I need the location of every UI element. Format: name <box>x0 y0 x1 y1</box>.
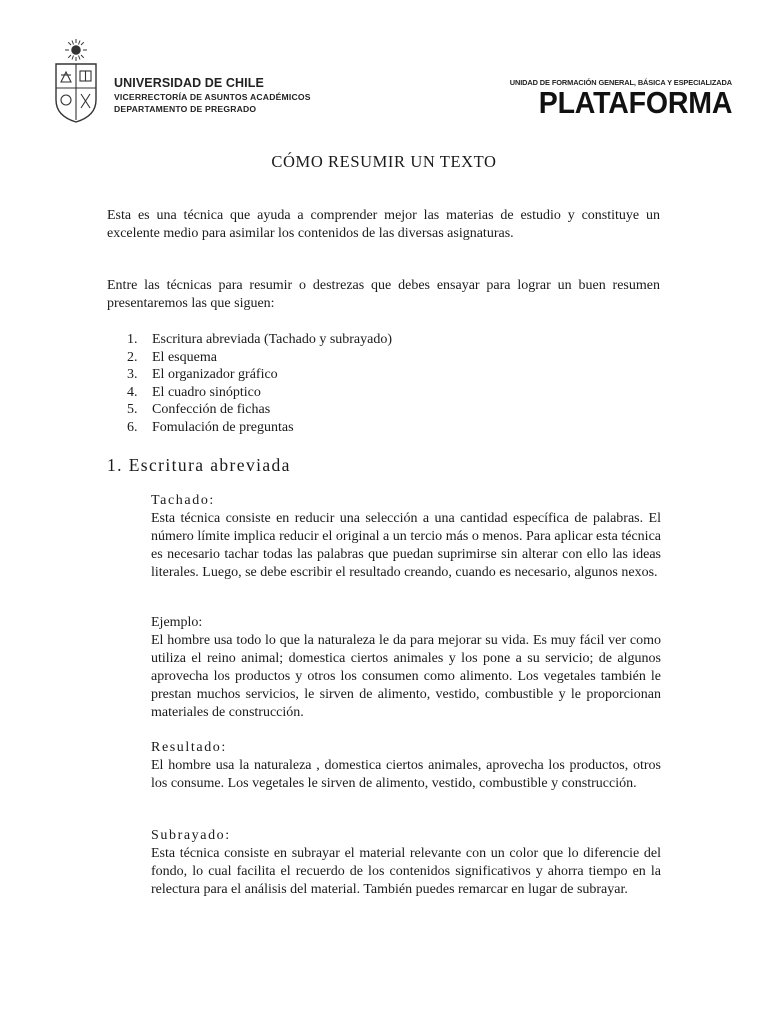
list-item-number: 2. <box>127 349 138 365</box>
list-item-number: 4. <box>127 384 138 400</box>
techniques-list <box>127 331 392 437</box>
university-shield-logo <box>52 38 100 124</box>
resultado-block <box>151 739 661 793</box>
document-title: CÓMO RESUMIR UN TEXTO <box>271 152 497 171</box>
vicerrectoria-line: VICERRECTORÍA DE ASUNTOS ACADÉMICOS <box>114 92 311 102</box>
subrayado-block <box>151 827 661 899</box>
list-item-number: 3. <box>127 367 138 383</box>
resultado-text: El hombre usa la naturaleza , domestica ciertos animales, aprovecha los productos, otros los consume. Los vegetales le sirven de alimento, vestido, combustible y construcción. <box>151 758 661 791</box>
list-item <box>127 366 392 384</box>
list-item-label: Confección de fichas <box>152 402 271 418</box>
list-item <box>127 401 392 419</box>
subrayado-label: Subrayado: <box>151 828 231 843</box>
list-item-label: El esquema <box>152 349 217 365</box>
list-item-label: Escritura abreviada (Tachado y subrayado) <box>152 332 393 347</box>
list-item <box>127 419 392 437</box>
list-item <box>127 349 392 367</box>
plataforma-header <box>510 78 732 118</box>
list-item <box>127 384 392 402</box>
list-item-label: Fomulación de preguntas <box>152 419 294 435</box>
departamento-line: DEPARTAMENTO DE PREGRADO <box>114 104 257 114</box>
university-header <box>114 76 311 115</box>
resultado-label: Resultado: <box>151 740 227 755</box>
ejemplo-block <box>151 614 661 722</box>
tachado-block <box>151 492 661 582</box>
list-item-number: 1. <box>127 332 138 347</box>
tachado-label: Tachado: <box>151 493 215 508</box>
subrayado-text: Esta técnica consiste en subrayar el material relevante con un color que lo diferencie del fondo, lo cual facilita el recuerdo de los contenidos significativos y ahorra tiempo en la relectura para el análisis del material. También puedes remarcar en lugar de subrayar. <box>151 846 661 897</box>
university-name: UNIVERSIDAD DE CHILE <box>114 76 264 90</box>
plataforma-logo-text: PLATAFORMA <box>538 85 732 120</box>
list-item <box>127 331 392 349</box>
list-item-number: 5. <box>127 402 138 418</box>
techniques-intro-paragraph: Entre las técnicas para resumir o destrezas que debes ensayar para lograr un buen resumen presentaremos las que siguen: <box>107 278 660 311</box>
intro-paragraph: Esta es una técnica que ayuda a comprender mejor las materias de estudio y constituye un excelente medio para asimilar los contenidos de las diversas asignaturas. <box>107 208 660 241</box>
section-heading: 1. Escritura abreviada <box>107 455 291 475</box>
list-item-number: 6. <box>127 419 138 435</box>
list-item-label: El organizador gráfico <box>152 367 278 383</box>
plataforma-subtitle-part2: GENERAL, BÁSICA Y ESPECIALIZADA <box>598 78 732 87</box>
list-item-label: El cuadro sinóptico <box>152 384 261 400</box>
plataforma-subtitle-part1: UNIDAD DE FORMACIÓN <box>509 78 597 87</box>
ejemplo-text: El hombre usa todo lo que la naturaleza le da para mejorar su vida. Es muy fácil ver como utiliza el reino animal; domestica ciertos animales y los pone a su servicio; de algunos aprovecha los productos y otros los consumen como alimento. Los vegetales también le prestan muchos servicios, le sirven de alimento, vestido, combustible y le proporcionan materiales de construcción. <box>151 633 661 720</box>
ejemplo-label: Ejemplo: <box>151 615 203 630</box>
tachado-text: Esta técnica consiste en reducir una selección a una cantidad específica de palabras. El número límite implica reducir el original a un tercio más o menos. Para aplicar esta técnica es necesario tachar todas las palabras que puedan suprimirse sin alterar con ello las ideas literales. Luego, se debe escribir el resultado creando, cuando es necesario, algunos nexos. <box>151 511 661 580</box>
